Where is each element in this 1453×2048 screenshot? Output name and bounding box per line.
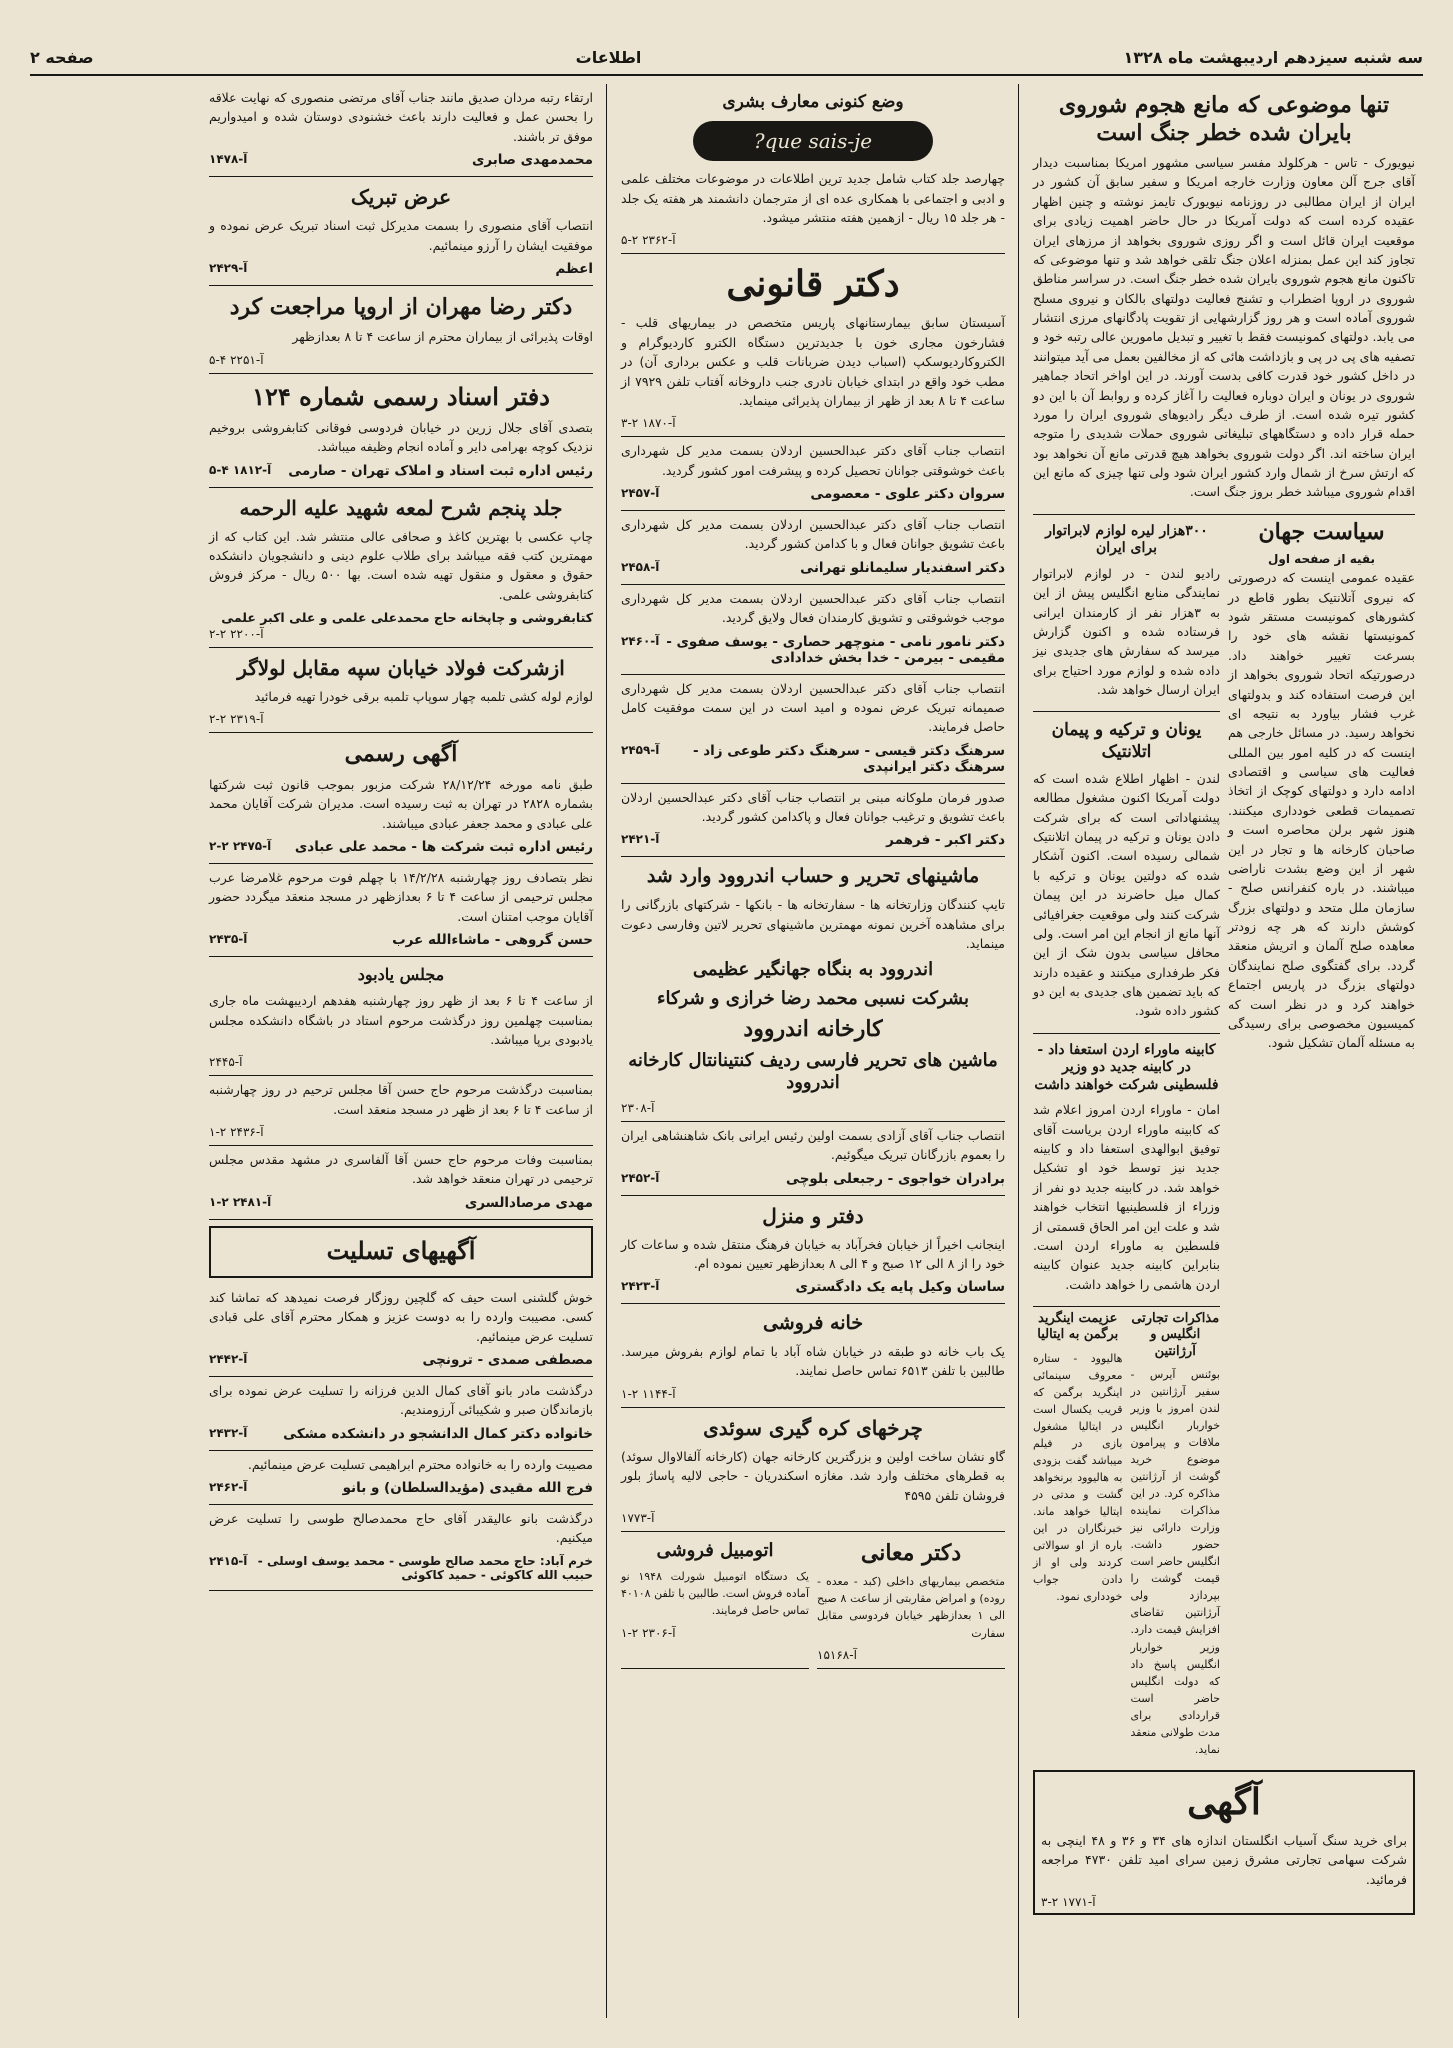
condolence-headline: آگهیهای تسلیت [326, 1235, 476, 1265]
atlantic-headline: مذاکرات تجارتی انگلیس و آرژانتین [1131, 1311, 1220, 1359]
signature-text: دکتر اسفندیار سلیمانلو تهرانی [800, 559, 1005, 576]
steel-headline: ازشرکت فولاد خیابان سپه مقابل لولاگر [237, 656, 565, 680]
auto-body: یک دستگاه اتومبیل شورلت ۱۹۴۸ نو آماده فروش است. طالبین با تلفن ۴۰۱۰۸ تماس حاصل فرمایند. [621, 1570, 809, 1618]
congrats-body: انتصاب جناب آقای دکتر عبدالحسین اردلان بسمت مدیر کل شهرداری صمیمانه تبریک عرض نموده و امید است در این سمت موفقیت کامل حاصل فرمایند. [621, 680, 1005, 735]
notice-body: برای خرید سنگ آسیاب انگلستان اندازه های ۳۴ و ۳۶ و ۴۸ اینچی به شرکت سهامی تجارتی مشرق زمین سرای امید تلفن ۴۷۳۰ مراجعه فرمائید. [1041, 1832, 1408, 1887]
auto-headline: اتومبیل فروشی [656, 1539, 774, 1561]
lead-body: نیویورک - تاس - هرکلولد مفسر سیاسی مشهور امریکا بمناسبت دیدار آقای جرج آلن معاون وزارت خارجه امریکا و سفیر سابق آن کشور در ایران از ایران مطالبی در روزنامه نیویورک تایمز نوشته و چنین اظهار عقیده کرده است که دولت آمریکا در حال حاضر اهمیت زیادی برای موقعیت ایران قائل است و اگر روزی شوروی بخواهد از مرزهای ایران تجاوز کند این عمل بمنزله اعلان جنگ تلقی خواهد شد و تنها موضوعی که تاکنون مانع هجوم شوروی بایران شده خطر جنگ است. در سراسر مناطق شوروی در اروپا اضطراب و تشنج فعالیت دولتهای بالکان و نیروی مسلح شوروی آماده است و هر روز گزارشهایی از تقویت پادگانهای مرزی انتشار می یابد. دولتهای کمونیست فقط با تغییر و تبدیل مامورین عالی رتبه خود و تصفیه های پی در پی و بازداشت هائی که از مخالفین بعمل می آید میتوانند در داخل کشور خود قدرت کافی بدست آورند. در این اواخر اتحاد جماهیر شوروی در یونان و ایران دوباره فعالیت را آغاز کرده و روابط آن با این دو کشور تیره شده است. از طرف دیگر رادیوهای شوروی ایران را مورد حمله قرار داده و دستگاههای تبلیغاتی شوروی حملات شدیدی را متوجه ایران ساخته اند. اگر دولت شوروی بخواهد هیچ قدرتی مانع آن نخواهد بود که ارتش سرخ از شمال وارد کشور ایران شود ولی تنها چیزی که مانع این اقدام شوروی میباشد خطر بروز جنگ است. [1033, 155, 1415, 500]
signature-text: خانواده دکتر کمال الدانشجو در دانشکده مشکی [283, 1425, 593, 1442]
condolence-ad [209, 1505, 593, 1591]
factory-line: کارخانه اندروود [743, 1016, 883, 1043]
dafter-signature [621, 1279, 1005, 1295]
ad-code: آ-۲۴۳۵ [209, 932, 248, 947]
typewriter-ad [621, 857, 1005, 1121]
machines-code: آ-۲۳۰۸ [621, 1100, 655, 1115]
tabrik-signature [209, 261, 593, 277]
bottom-split [1033, 1307, 1220, 1764]
majlis-ad [209, 957, 593, 1076]
majlis-body: از ساعت ۴ تا ۶ بعد از ظهر روز چهارشنبه هفدهم اردیبهشت ماه جاری بمناسبت چهلمین روز درگذشت مرحوم استاد در باشگاه دانشکده مجلس یادبودی برپا میباشد. [209, 993, 593, 1047]
doctor-code: آ-۱۸۷۰ ۲-۳ [621, 416, 676, 431]
world-headline: سیاست جهان [1258, 518, 1385, 545]
lead-headline: تنها موضوعی که مانع هجوم شوروی بایران شده خطر جنگ است [1058, 92, 1390, 146]
congrats-ad [621, 675, 1005, 784]
bank-signature [621, 1171, 1005, 1187]
tabrik-body: انتصاب آقای منصوری را بسمت مدیرکل ثبت اسناد تبریک عرض نموده و موفقیت ایشان را آرزو مینمائیم. [209, 218, 593, 253]
condolence-body: درگذشت مادر بانو آقای کمال الدین فرزانه را تسلیت عرض نموده برای بازماندگان صبر و شکیبائی آرزومندیم. [209, 1382, 593, 1418]
signature-text: سروان دکتر علوی - معصومی [810, 486, 1005, 502]
world-subhead: بقیه از صفحه اول [1268, 552, 1376, 567]
signature-text: رئیس اداره ثبت اسناد و املاک تهران - صارمی [288, 462, 593, 479]
ad-code: آ-۱۴۷۸ [209, 152, 248, 167]
column-left [201, 84, 601, 2018]
signature-text: دکتر نامور نامی - منوچهر حصاری - یوسف صفوی - مقیمی - بیرمن - خدا بخش خدادادی [666, 633, 1005, 666]
page-header [30, 40, 1423, 76]
tabrik-ad [209, 177, 593, 286]
condolence-ad [209, 1451, 593, 1505]
congrats-body: ارتقاء رتبه مردان صدیق مانند جناب آقای مرتضی منصوری که نهایت علاقه را بحسن عمل و فعالیت دارند باعث خشنودی دوستان شده و امیدواریم موفق تر باشند. [209, 90, 593, 144]
majlis-headline: مجلس یادبود [357, 965, 445, 985]
office-signature [209, 463, 593, 479]
header-date: سه شنبه سیزدهم اردیبهشت ماه ۱۳۲۸ [1123, 47, 1423, 67]
signature-text: فرج الله مقیدی (مؤیدالسلطان) و بانو [342, 1480, 593, 1496]
ad-code: آ-۱۸۱۲ ۴-۵ [209, 462, 272, 477]
book-ad [621, 84, 1005, 254]
ad-code: آ-۲۴۸۱ ۲-۱ [209, 1194, 272, 1209]
congrats-body: صدور فرمان ملوکانه مبنی بر انتصاب جناب آقای دکتر عبدالحسین اردلان باعث تشویق و ترغیب جوانان فعال و پاکدامن کشور گردید. [621, 789, 1005, 824]
ingrid-body: هالیوود - ستاره معروف سینمائی اینگرید برگمن که قریب یکسال است در ایتالیا مشغول بازی در فیلم میباشد گفت بزودی به هالیوود برنخواهد گشت و مدتی در ایتالیا خواهد ماند. خبرنگاران در این باره از او سوالاتی کردند ولی او از دادن جواب خودداری نمود. [1033, 1351, 1123, 1604]
official-headline: آگهی رسمی [344, 741, 458, 768]
signature-text: محمدمهدی صابری [471, 152, 593, 169]
condolence-signature [209, 1554, 593, 1582]
steel-code: آ-۲۳۱۹ ۲-۲ [209, 712, 264, 727]
ad-code: آ-۲۴۲۹ [209, 260, 248, 275]
sharh-body: چاپ عکسی با بهترین کاغذ و صحافی عالی منتشر شد. این کتاب که از مهمترین کتب فقه میباشد برای طلاب علوم دینی و دانشجویان دانشکده حقوق و معقول و منقول تهیه شده است. بها ۵۰۰ ریال - مرکز فروش کتابفروشی علمی. [209, 528, 593, 602]
lead-article [1033, 84, 1415, 515]
congrats-ad [621, 585, 1005, 675]
official-body: طبق نامه مورخه ۲۸/۱۲/۲۴ شرکت مزبور بموجب قانون ثبت شرکتها بشماره ۲۸۲۸ در تهران به ثبت رسیده است. مدیران شرکت آقایان محمد علی عبادی و محمد جعفر عبادی میباشند. [209, 776, 593, 831]
tabrik-headline: عرض تبریک [350, 185, 452, 210]
dafter-ad [621, 1196, 1005, 1305]
signature-text: برادران خواجوی - رجبعلی بلوچی [786, 1170, 1005, 1187]
mourning-code: آ-۲۴۳۶ ۲-۱ [209, 1125, 264, 1139]
ad-code: آ-۲۴۵۲ [621, 1170, 660, 1185]
header-paper-name: اطلاعات [575, 47, 642, 67]
auto-code: آ-۲۳۰۶ ۲-۱ [621, 1625, 676, 1640]
signature-text: دکتر اکبر - فرهمر [886, 832, 1005, 849]
mehran-headline: دکتر رضا مهران از اروپا مراجعت کرد [229, 293, 573, 320]
maani-body: متخصص بیماریهای داخلی (کبد - معده - روده) و امراض مقاربتی از ساعت ۸ صبح الی ۱ بعدازظهر خیابان فردوسی مقابل سفارت [817, 1575, 1005, 1640]
condolence-body: مصیبت وارده را به خانواده محترم ابراهیمی تسلیت عرض مینمائیم. [247, 1456, 593, 1472]
ad-code: آ-۲۴۵۸ [621, 559, 660, 574]
news-stack [1033, 515, 1220, 1764]
ad-code: آ-۲۴۲۱ [621, 832, 660, 847]
congrats-signature [621, 634, 1005, 666]
maani-code: آ-۱۵۱۶۸ [817, 1647, 857, 1662]
bank-body: انتصاب جناب آقای آزادی بسمت اولین رئیس ایرانی بانک شاهنشاهی ایران را بعموم بازرگانان تبریک میگوئیم. [621, 1127, 1005, 1163]
condolence-body: درگذشت بانو عالیقدر آقای حاج محمدصالح طوسی را تسلیت عرض میکنیم. [209, 1511, 593, 1546]
signature-text: مهدی مرصادالسری [464, 1194, 593, 1211]
mehran-code: آ-۲۲۵۱ ۴-۵ [209, 352, 264, 367]
majlis-code: آ-۲۴۴۵ [209, 1055, 243, 1070]
sharh-code: آ-۲۲۰۰ ۲-۲ [209, 627, 264, 641]
office-headline: دفتر اسناد رسمی شماره ۱۲۴ [252, 381, 550, 411]
steel-ad [209, 648, 593, 733]
office-body: بتصدی آقای جلال زرین در خیابان فردوسی فوقانی کتابفروشی بروخیم نزدیک کوچه بهرامی دایر و آماده انجام وظیفه میباشد. [209, 419, 593, 455]
condolence-body: خوش گلشنی است حیف که گلچین روزگار فرصت نمیدهد که تماشا کند کسی. مصیبت وارده را به دوست عزیز و همکار محترم آقای علی قبادی تسلیت عرض مینمائیم. [209, 1289, 593, 1344]
column-rule [1018, 84, 1019, 2018]
doctor-body: آسیستان سابق بیمارستانهای پاریس متخصص در بیماریهای قلب - فشارخون مجاری خون با جدیدترین دستگاه الکترو کاردیوگرام و الکتروکاردیوسکپ (اسباب دیدن ضربانات قلب و عکس برداری آن) در مطب خود واقع در ابتدای خیابان نادری جنب داروخانه آفتاب تلفن ۷۹۲۹ از ساعت ۴ تا ۸ بعد از ظهر از بیماران پذیرائی مینماید. [621, 315, 1005, 408]
radio-headline: ۳۰۰هزار لیره لوازم لابراتوار برای ایران [1045, 522, 1208, 557]
ad-code: آ-۲۴۲۳ [621, 1279, 660, 1294]
funeral-signature [209, 932, 593, 948]
ad-code: آ-۲۴۱۵ [209, 1553, 248, 1568]
mehran-body: اوقات پذیرائی از بیماران محترم از ساعت ۴ تا ۸ بعدازظهر [292, 329, 593, 345]
congrats-signature [621, 743, 1005, 775]
ad-code: آ-۲۴۷۵ ۲-۲ [209, 839, 272, 853]
condolence-ad [209, 1284, 593, 1377]
official-signature [209, 839, 593, 855]
sharh-ad [209, 488, 593, 649]
signature-text: مصطفی صمدی - ترونچی [422, 1351, 593, 1368]
separator-ad [621, 1408, 1005, 1532]
typewriter-body: تایپ کنندگان وزارتخانه ها - سفارتخانه ها - بانکها - شرکتهای بازرگانی را برای مشاهده آخرین نمونه مهمترین ماشینهای تحریر لاتین وفارسی دعوت مینماید. [621, 897, 1005, 951]
column-right [1025, 84, 1423, 2018]
house-ad [621, 1304, 1005, 1408]
greece-body: لندن - اظهار اطلاع شده است که دولت آمریکا اکنون مشغول مطالعه پیشنهاداتی است که برای شرکت دادن یونان و ترکیه در پیمان اتلانتیک شمالی رسیده است. اکنون آشکار شده که دولتین یونان و ترکیه با کمال میل حاضرند در این پیمان شرکت کنند ولی موقعیت جغرافیائی آنها مانع از انجام این امر است. ولی محافل سیاسی بدون شک از این فکر طرفداری میکنند و عقیده دارند که باید تضمین های جدیدی به این دو کشور داده شود. [1033, 770, 1220, 1019]
steel-body: لوازم لوله کشی تلمبه چهار سوپاپ تلمبه برقی خودرا تهیه فرمائید [254, 689, 593, 704]
bottom-ads [621, 1532, 1005, 1669]
official-ad [209, 733, 593, 864]
auto-ad [621, 1532, 809, 1669]
office-ad [209, 374, 593, 488]
congrats-signature [209, 152, 593, 168]
signature-text: سرهنگ دکتر قیسی - سرهنگ دکتر طوعی زاد - سرهنگ دکتر ایرانپدی [692, 742, 1005, 775]
separator-body: گاو نشان ساخت اولین و بزرگترین کارخانه جهان (کارخانه آلفالاوال سوئد) به قطرهای مختلف وارد شد. مغازه اسکندریان - حاجی لالیه پاساژ بلور فروشان تلفن ۴۵۹۵ [621, 1448, 1005, 1503]
maani-ad [817, 1532, 1005, 1669]
mourning-body: بمناسبت درگذشت مرحوم حاج حسن آقا مجلس ترحیم در روز چهارشنبه از ساعت ۴ تا ۶ بعد از ظهر در مسجد منعقد است. [209, 1082, 593, 1117]
atlantic-body: بوئنس آیرس - سفیر آرژانتین در لندن امروز با وزیر خواربار انگلیس ملاقات و پیرامون موضوع خرید گوشت از آرژانتین مذاکره کرد. در این مذاکرات نماینده وزارت دارائی نیز حضور داشت. انگلیس حاضر است قیمت گوشت را بپردازد ولی آرژانتین تقاضای افزایش قیمت دارد. وزیر خواربار انگلیس پاسخ داد که دولت انگلیس حاضر است قراردادی برای مدت طولانی منعقد نماید. [1130, 1367, 1220, 1756]
funeral-body: نظر بتصادف روز چهارشنبه ۱۴/۲/۲۸ با چهلم فوت مرحوم غلامرضا عرب مجلس ترحیمی از ساعت ۴ تا ۶ بعدازظهر در مسجد منعقد میگردد حضور آقایان موجب امتنان است. [209, 870, 594, 924]
company-line: بشرکت نسبی محمد رضا خرازی و شرکاء [657, 987, 969, 1009]
condolence-signature [209, 1480, 593, 1496]
typewriter-headline: ماشینهای تحریر و حساب اندروود وارد شد [646, 865, 980, 888]
condolence-section [209, 1226, 593, 1278]
bank-ad [621, 1122, 1005, 1196]
greece-headline: یونان و ترکیه و پیمان اتلانتیک [1051, 720, 1202, 762]
book-headline: وضع کنونی معارف بشری [722, 92, 904, 112]
notice-headline: آگهی [1187, 1780, 1261, 1823]
column-middle [613, 84, 1013, 2018]
book-logo-text: que sais-je? [753, 129, 873, 154]
signature-text: اعظم [555, 260, 593, 277]
ad-code: آ-۲۴۶۰ [621, 633, 660, 648]
maani-headline: دکتر معانی [860, 1539, 962, 1566]
dafter-body: اینجانب اخیراً از خیابان فخرآباد به خیابان فرهنگ منتقل شده و ساعات کار خود را از ۸ الی ۱۲ صبح و ۴ الی ۸ بعدازظهر تعیین نموده ام. [621, 1236, 1005, 1271]
ad-code: آ-۲۴۵۹ [621, 742, 660, 757]
separator-headline: چرخهای کره گیری سوئدی [703, 1415, 923, 1440]
book-code: آ-۲۳۶۲ ۲-۵ [621, 233, 676, 248]
ad-code: آ-۲۴۴۲ [209, 1351, 248, 1366]
underwood-line: اندروود به بنگاه جهانگیر عظیمی [692, 959, 934, 981]
notice-code: آ-۱۷۷۱ ۲-۳ [1041, 1894, 1096, 1909]
signature-text: حسن گروهی - ماشاءالله عرب [392, 932, 593, 949]
ad-code: آ-۲۴۳۲ [209, 1425, 248, 1440]
atlantic-article [1131, 1307, 1221, 1764]
condolence-signature [209, 1352, 593, 1368]
book-logo [693, 121, 933, 161]
doctor-headline: دکتر قانونی [726, 263, 900, 306]
signature-text: رئیس اداره ثبت شرکت ها - محمد علی عبادی [294, 839, 593, 855]
dafter-headline: دفتر و منزل [762, 1203, 864, 1228]
greece-article [1033, 712, 1220, 1033]
condolence-ad [209, 1377, 593, 1451]
congrats-signature [621, 486, 1005, 502]
congrats-ad [621, 437, 1005, 511]
radio-article [1033, 515, 1220, 713]
separator-code: آ-۱۷۷۳ [621, 1510, 655, 1525]
world-body: عقیده عمومی اینست که درصورتی که نیروی آتلانتیک بطور قاطع در کشورهای کمونیست مستقر شود کمونیستها نقشه های خود را بسرعت تغییر خواهند داد. درصورتیکه اتحاد شوروی بخواهد از این فرصت استفاده کند و بدولتهای غرب فشار بیاورد به نتیجه ای نخواهد رسید. در مسائل خارجی هم اینست که در کلیه امور بین المللی فعالیت های سیاسی و اقتصادی ادامه دارد و دولتهای کوچک از اتخاذ تصمیمات قطعی خودداری میکنند. هنوز شهر برلن محاصره است و صاحبان کارخانه ها و تجار در این شهر از این وضع بشدت ناراضی میباشند. در باره کنفرانس صلح - سازمان ملل متحد و دولتهای بزرگ کوشش دارند که هر چه زودتر معاهده صلح آلمان و اتریش منعقد گردد. برای گفتگوی صلح نمایندگان دولتهای بزرگ در پاریس اجتماع خواهند کرد و در نظر است که کمیسیون مخصوصی برای رسیدگی به مسئله آلمان تشکیل شود. [1228, 570, 1415, 1051]
ad-code: آ-۲۴۵۷ [621, 486, 660, 500]
condolence-signature [209, 1426, 593, 1442]
book-body: چهارصد جلد کتاب شامل جدید ترین اطلاعات در موضوعات مختلف علمی و ادبی و اجتماعی با همکاری عده ای از مترجمان دانشمند هر هفته یک جلد - هر جلد ۱۵ ریال - ازهمین هفته منتشر میشود. [621, 171, 1005, 225]
mourning-body: بمناسبت وفات مرحوم حاج حسن آقا آلفاسری در مشهد مقدس مجلس ترحیمی در تهران منعقد خواهد شد. [209, 1152, 593, 1187]
congrats-signature [621, 560, 1005, 576]
header-page-number: صفحه ۲ [30, 47, 94, 67]
sharh-signature: کتابفروشی و چاپخانه حاج محمدعلی علمی و علی اکبر علمی [221, 610, 593, 625]
ingrid-article [1033, 1307, 1123, 1764]
house-body: یک باب خانه دو طبقه در خیابان شاه آباد با تمام لوازم بفروش میرسد. طالبین با تلفن ۶۵۱۳ تماس حاصل نمایند. [621, 1344, 1005, 1379]
jordan-article [1033, 1034, 1220, 1307]
radio-body: رادیو لندن - در لوازم لابراتوار نمایندگی منابع انگلیس پیش از این به ۳هزار نفر از کارمندان ایرانی فرستاده شده و اکنون گزارش میرسد که سفارش های جدیدی نیز داده شده و لوازم مورد احتیاج برای ایران ارسال خواهد شد. [1033, 565, 1221, 697]
signature-text: خرم آباد: حاج محمد صالح طوسی - محمد یوسف اوسلی - حبیب الله کاکوئی - حمید کاکوئی [257, 1553, 593, 1582]
mehran-ad [209, 286, 593, 374]
split-section [1033, 515, 1415, 1764]
ingrid-headline: عزیمت اینگرید برگمن به ایتالیا [1037, 1311, 1119, 1343]
mourning-ad [209, 1146, 593, 1220]
notice-ad [1033, 1770, 1415, 1915]
ad-code: آ-۲۴۶۲ [209, 1480, 248, 1494]
mourning-ad [209, 1076, 593, 1146]
world-politics [1228, 515, 1415, 1764]
column-rule [606, 84, 607, 2018]
mourning-signature [209, 1195, 593, 1211]
sharh-headline: جلد پنجم شرح لمعه شهید علیه الرحمه [239, 495, 563, 520]
funeral-ad [209, 864, 593, 957]
congrats-ad [209, 84, 593, 177]
congrats-body: انتصاب جناب آقای دکتر عبدالحسین اردلان بسمت مدیر کل شهرداری باعث تشویق جوانان فعال و با کدامن کشور گردید. [621, 517, 1005, 552]
congrats-ad [621, 511, 1005, 585]
machines-line: ماشین های تحریر فارسی ردیف کنتینانتال کارخانه اندروود [628, 1049, 998, 1094]
house-headline: خانه فروشی [762, 1312, 864, 1335]
congrats-signature [621, 832, 1005, 848]
congrats-body: انتصاب جناب آقای دکتر عبدالحسین اردلان بسمت مدیر کل شهرداری موجب خوشوقتی و تشویق کارمندان فعال ولایق گردید. [621, 590, 1005, 626]
congrats-ad [621, 784, 1005, 858]
jordan-headline: کابینه ماوراء اردن استعفا داد - در کابینه جدید دو وزیر فلسطینی شرکت خواهند داشت [1034, 1041, 1219, 1093]
doctor-ad [621, 254, 1005, 437]
congrats-body: انتصاب جناب آقای دکتر عبدالحسین اردلان بسمت مدیر کل شهرداری باعث خوشوقتی جوانان تحصیل کرده و پیشرفت امور کشور گردید. [621, 443, 1005, 478]
jordan-body: امان - ماوراء اردن امروز اعلام شد که کابینه ماوراء اردن بریاست آقای توفیق ابوالهدی استعفا داد و کابینه جدید نیز توسط خود او تشکیل خواهد شد. در کابینه جدید دو نفر از وزراء از فلسطینیها انتخاب خواهند شد و علت این امر الحاق قسمتی از فلسطین به ماوراء اردن است. بنابراین کابینه جدید عنوان کابینه اردن هاشمی را خواهد داشت. [1033, 1102, 1220, 1292]
house-code: آ-۱۱۴۴ ۲-۱ [621, 1386, 676, 1401]
signature-text: ساسان وکیل پایه یک دادگستری [795, 1279, 1005, 1296]
